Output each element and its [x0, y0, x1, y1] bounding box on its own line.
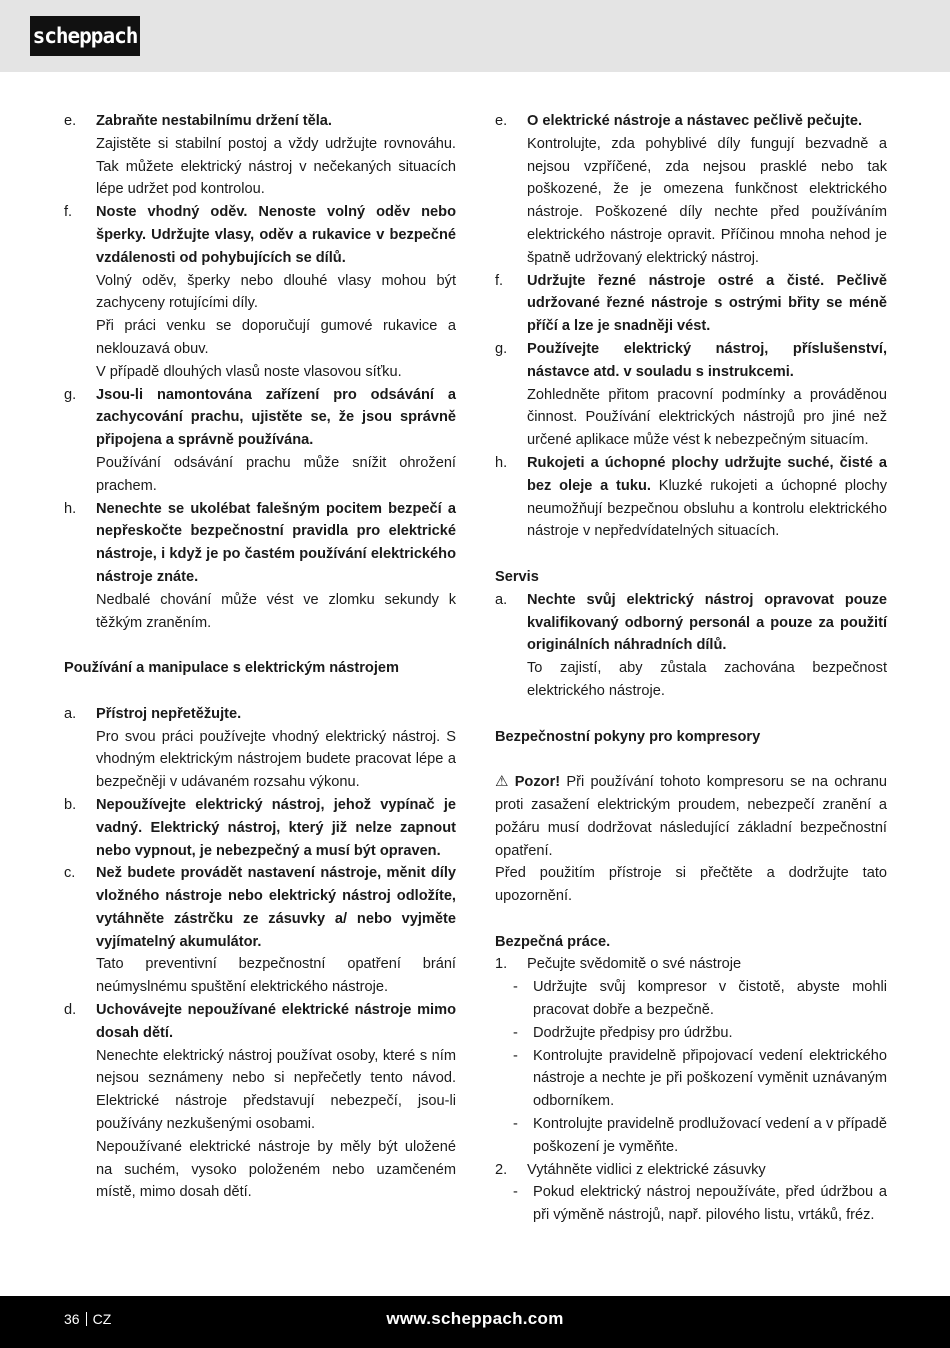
numbered-item-1: 1. Pečujte svědomitě o své nástroje: [495, 956, 742, 973]
sub-list-item: - Dodržujte předpisy pro údržbu.: [513, 1024, 733, 1041]
scheppach-logo: scheppach: [30, 16, 140, 56]
list-item-service-a: a. Nechte svůj elektrický nástroj opravovat pouze kvalifikovaný odborný personál a pouze za použití originálních náhradních dílů. To zajistí, aby zůstala zachována bezpečnost elektrického nástroje.: [495, 591, 887, 699]
header-band: [0, 0, 950, 72]
compressor-heading: Bezpečnostní pokyny pro kompresory: [495, 728, 761, 745]
list-item-g: g. Používejte elektrický nástroj, příslušenství, nástavce atd. v souladu s instrukcemi. Zohledněte přitom pracovní podmínky a prováděnou činnost. Používání elektrických nástrojů pro jiné než určené aplikace může vést k nebezpečným situacím.: [495, 340, 887, 449]
list-item-h: h. Nenechte se ukolébat falešným pocitem bezpečí a nepřeskočte bezpečnostní pravidla pro elektrické nástroje, i když je po častém používání elektrického nástroje znáte. Nedbalé chování může vést ve zlomku sekundy k těžkým zraněním.: [64, 500, 456, 631]
right-column: [495, 110, 887, 1227]
list-item-b: b. Nepoužívejte elektrický nástroj, jehož vypínač je vadný. Elektrický nástroj, který již nelze zapnout nebo vypnout, je nebezpečný a musí být opraven.: [64, 796, 456, 859]
list-item-c: c. Než budete provádět nastavení nástroje, měnit díly vložného nástroje nebo elektrický nástroj odložíte, vytáhněte zástrčku ze zásuvky a/ nebo vyjměte vyjímatelný akumulátor. Tato preventivní bezpečnostní opatření brání neúmyslnému spuštění elektrického nástroje.: [64, 865, 456, 996]
safe-work-heading: Bezpečná práce.: [495, 933, 611, 950]
warning-icon: ⚠: [495, 773, 509, 791]
list-item-h: h. Rukojeti a úchopné plochy udržujte suché, čisté a bez oleje a tuku. Kluzké rukojeti a úchopné plochy neumožňují bezpečnou obsluhu a kontrolu elektrického nástroje v nepředvídatelných situacích.: [495, 454, 887, 540]
section-heading: Používání a manipulace s elektrickým nástrojem: [64, 660, 399, 677]
footer-band: [0, 1296, 950, 1348]
service-heading: Servis: [495, 568, 539, 585]
list-item-a: a. Přístroj nepřetěžujte. Pro svou práci používejte vhodný elektrický nástroj. S vhodným elektrickým nástrojem budete pracovat lépe a bezpečněji v udávaném rozsahu výkonu.: [64, 705, 456, 791]
list-item-g: g. Jsou-li namontována zařízení pro odsávání a zachycování prachu, ujistěte se, že jsou správně připojena a správně používána. Používání odsávání prachu může snížit ohrožení prachem.: [64, 386, 456, 494]
list-item-f: f. Udržujte řezné nástroje ostré a čisté. Pečlivě udržované řezné nástroje s ostrými břity se méně příčí a lze je snadněji vést.: [495, 272, 887, 335]
list-item-e: e. Zabraňte nestabilnímu držení těla. Zajistěte si stabilní postoj a vždy udržujte rovnováhu. Tak můžete elektrický nástroj v nečekaných situacích lépe udržet pod kontrolou.: [64, 113, 456, 198]
sub-list-item: - Kontrolujte pravidelně připojovací vedení elektrického nástroje a nechte je při poškození vyměnit uznávaným odborníkem.: [513, 1047, 887, 1110]
sub-list-item: - Udržujte svůj kompresor v čistotě, abyste mohli pracovat dobře a bezpečně.: [513, 979, 887, 1019]
sub-list-item: - Pokud elektrický nástroj nepoužíváte, před údržbou a při výměně nástrojů, např. pilového listu, vrtáků, fréz.: [513, 1184, 887, 1224]
page-number: 36 CZ: [64, 1311, 112, 1327]
warning-paragraph: ⚠ Pozor! Při používání tohoto kompresoru se na ochranu proti zasažení elektrickým proudem, nebezpečí zranění a požáru musí dodržovat následující základní bezpečnostní opatření.: [495, 773, 887, 859]
numbered-item-2: 2. Vytáhněte vidlici z elektrické zásuvky: [495, 1161, 766, 1178]
website-link[interactable]: www.scheppach.com: [386, 1309, 564, 1328]
list-item-e: e. O elektrické nástroje a nástavec pečlivě pečujte. Kontrolujte, zda pohyblivé díly fungují bezvadně a nejsou vzpříčené, zda nejsou prasklé nebo tak poškozené, že je omezena funkčnost elektrického nástroje. Poškozené díly nechte před používáním elektrického nástroje opravit. Příčinou mnoha nehod je špatně udržovaný elektrický nástroj.: [495, 113, 887, 266]
left-column: [64, 110, 456, 1204]
list-item-f: f. Noste vhodný oděv. Nenoste volný oděv nebo šperky. Udržujte vlasy, oděv a rukavice v bezpečné vzdálenosti od pohybujících se dílů. Volný oděv, šperky nebo dlouhé vlasy mohou být zachyceny rotujícími díly. Při práci venku se doporučují gumové rukavice a neklouzavá obuv. V případě dlouhých vlasů noste vlasovou síťku.: [64, 204, 456, 380]
list-item-d: d. Uchovávejte nepoužívané elektrické nástroje mimo dosah dětí. Nenechte elektrický nástroj používat osoby, které s ním nejsou seznámeny nebo si nepřečetly tento návod. Elektrické nástroje představují nebezpečí, jsou-li používány nezkušenými osobami. Nepoužívané elektrické nástroje by měly být uložené na suchém, vysoko položeném nebo uzamčeném místě, mimo dosah dětí.: [64, 1002, 456, 1201]
warning-note: Před použitím přístroje si přečtěte a dodržujte tato upozornění.: [495, 865, 887, 905]
sub-list-item: - Kontrolujte pravidelně prodlužovací vedení a v případě poškození je vyměňte.: [513, 1116, 887, 1155]
